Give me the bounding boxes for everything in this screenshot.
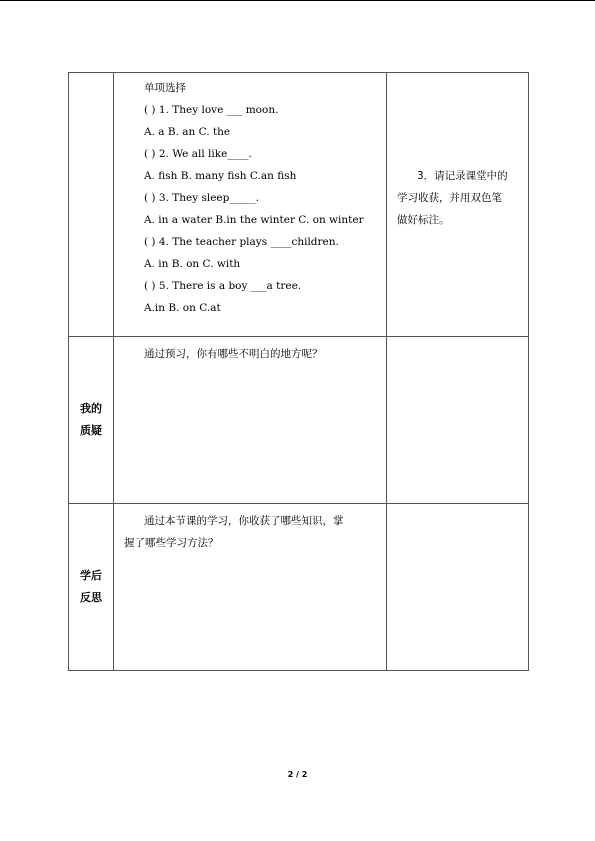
reflection-prompt-cell[interactable] [114,504,387,671]
questions-label [69,337,114,504]
questions-row [69,337,529,504]
quiz-cell [114,73,387,337]
tip-cell [387,73,529,337]
reflection-notes-cell[interactable] [387,504,529,671]
questions-notes-cell[interactable] [387,337,529,504]
reflection-prompt-line: 握了哪些学习方法？ [124,537,219,549]
quiz-line: ( ) 4. The teacher plays ____children. [144,236,339,248]
top-border-line [0,0,595,1]
quiz-block [114,73,386,319]
questions-label-line: 我的 [80,402,102,415]
reflection-prompt-line: 通过本节课的学习，你收获了哪些知识，掌 [144,515,344,527]
quiz-line: ( ) 5. There is a boy ___a tree. [144,280,302,292]
reflection-label-line: 学后 [80,569,102,582]
quiz-line: A. fish B. many fish C.an fish [144,170,297,182]
quiz-line: ( ) 3. They sleep_____. [144,192,259,204]
reflection-label [69,504,114,671]
questions-prompt-text: 通过预习，你有哪些不明白的地方呢？ [144,348,323,360]
quiz-line: A. in a water B.in the winter C. on winter [144,214,364,226]
study-sheet-table [68,72,529,671]
tip-block [387,73,528,231]
questions-label-line: 质疑 [80,424,102,437]
reflection-row [69,504,529,671]
page-number: 2 / 2 [287,770,308,779]
quiz-line: ( ) 1. They love ___ moon. [144,104,279,116]
tip-line: 学习收获，并用双色笔 [397,192,502,204]
quiz-line: A.in B. on C.at [144,302,221,314]
questions-prompt-cell[interactable] [114,337,387,504]
reflection-prompt [114,504,386,554]
questions-prompt [114,337,386,365]
tip-line: 做好标注。 [397,214,450,226]
quiz-title: 单项选择 [144,82,186,94]
quiz-row-label-cell [69,73,114,337]
reflection-label-line: 反思 [80,591,102,604]
quiz-line: ( ) 2. We all like____. [144,148,252,160]
quiz-line: A. in B. on C. with [144,258,241,270]
tip-line: 3．请记录课堂中的 [417,170,508,182]
quiz-line: A. a B. an C. the [144,126,231,138]
quiz-row [69,73,529,337]
